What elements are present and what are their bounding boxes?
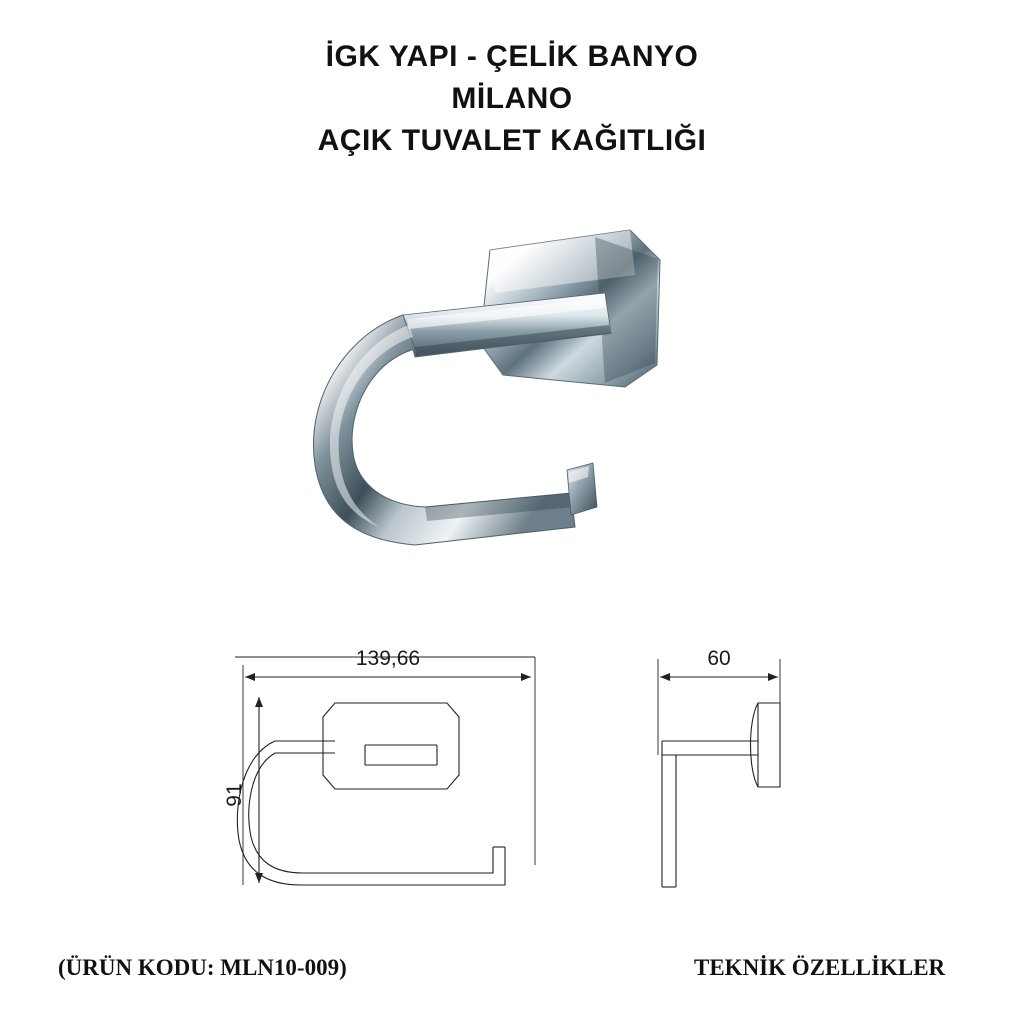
side-view-svg [630,635,880,915]
front-width-dimension: 139,66 [355,647,421,670]
front-height-dimension: 91 [223,783,246,807]
front-view-svg [215,635,560,915]
title-line-product: AÇIK TUVALET KAĞITLIĞI [317,124,707,157]
product-photo-svg [275,215,695,575]
product-code-label: (ÜRÜN KODU: MLN10-009) [58,955,347,980]
tech-specs-label: TEKNİK ÖZELLİKLER [694,955,946,980]
technical-drawing-side [630,635,880,915]
title-line-brand: İGK YAPI - ÇELİK BANYO [325,40,699,73]
technical-drawing-front [215,635,560,915]
ring-tip [567,463,597,515]
product-photo [275,215,695,575]
side-width-dimension: 60 [707,647,731,670]
title-line-series: MİLANO [451,82,573,115]
page-title [0,36,1024,162]
